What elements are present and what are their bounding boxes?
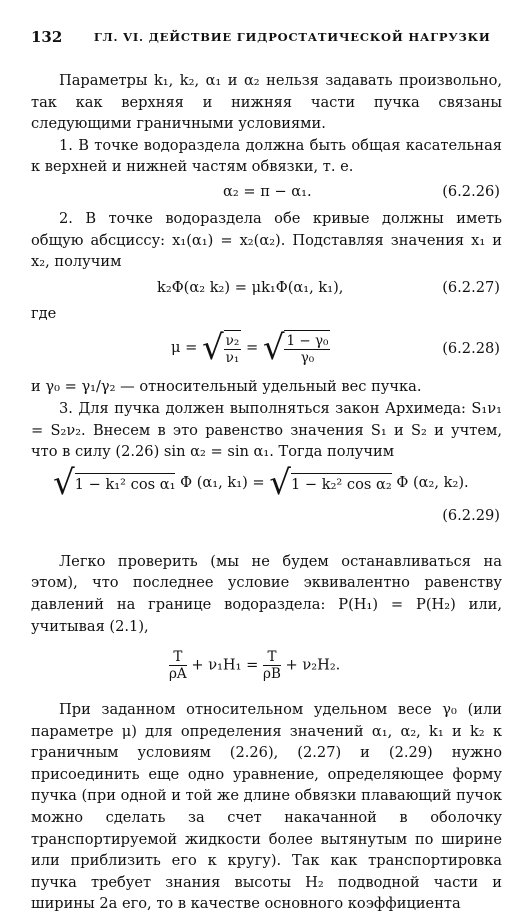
equation-body: μ = √ $\frac{\text{ν₂}}{\text{ν₁}}$ = √ $\frac{\text{1 − γ₀}}{\text{γ₀}}$ — [171, 328, 329, 369]
equation-6-2-27 — [31, 273, 502, 303]
equation-body: k₂Φ(α₂ k₂) = μk₁Φ(α₁, k₁), — [157, 278, 344, 296]
equation-number: (6.2.28) — [442, 340, 500, 358]
page-number: 132 — [31, 28, 63, 46]
paragraph: При заданном относительном удельном весе γ₀ (или параметре μ) для определения значений α₁, α₂, k₁ и k₂ к граничным условиям (2.26), (2.27) и (2.29) нужно присоединить еще одно уравнение, определяющее форму пучка (при одной и той же длине обвязки плавающий пучок можно сделать за счет накачанной в оболочку транспортируемой жидкости более вытянутым по ширине или приблизить его к кругу). Так как транспортировка пучка требует знания высоты H₂ подводной части и ширины 2a его, то в качестве основного коэффициента — [31, 701, 502, 913]
square-root: √ $\frac{\text{ν₂}}{\text{ν₁}}$ — [202, 328, 240, 369]
equation-pressure — [31, 637, 502, 699]
equation-body: α₂ = π − α₁. — [223, 182, 312, 200]
paragraph: Легко проверить (мы не будем останавливаться на этом), что последнее условие эквивалентно равенству давлений на границе водораздела: P(H₁) = P(H₂) или, учитывая (2.1), — [31, 552, 502, 635]
equation-number: (6.2.27) — [442, 278, 500, 296]
equation-body: $\frac{T}{\rho A}$ + ν₁H₁ = $\frac{T}{\rho B}$ + ν₂H₂. — [169, 649, 341, 683]
paragraph: и γ₀ = γ₁/γ₂ — относительный удельный вес пучка. — [31, 378, 422, 396]
page-body — [31, 70, 502, 915]
equation-6-2-29 — [31, 463, 502, 503]
paragraph: 3. Для пучка должен выполняться закон Архимеда: S₁ν₁ = S₂ν₂. Внесем в это равенство значения S₁ и S₂ и учтем, что в силу (2.26) sin α₂ = sin α₁. Тогда получим — [31, 399, 502, 461]
paragraph: 2. В точке водораздела обе кривые должны иметь общую абсциссу: x₁(α₁) = x₂(α₂). Подставляя значения x₁ и x₂, получим — [31, 209, 502, 271]
equation-6-2-26 — [31, 178, 502, 208]
mu-symbol: μ = — [171, 339, 198, 357]
equation-number: (6.2.26) — [442, 182, 500, 200]
running-title: ГЛ. VI. ДЕЙСТВИЕ ГИДРОСТАТИЧЕСКОЙ НАГРУЗКИ — [93, 30, 491, 44]
paragraph: Параметры k₁, k₂, α₁ и α₂ нельзя задавать произвольно, так как верхняя и нижняя части пучка связаны следующими граничными условиями. — [31, 72, 502, 133]
equation-number-line — [31, 503, 502, 551]
equation-body: √1 − k₁² cos α₁ Φ (α₁, k₁) = √1 − k₂² cos α₂ Φ (α₂, k₂). — [53, 462, 469, 503]
paragraph: где — [31, 304, 57, 322]
page-header — [31, 28, 502, 46]
equation-6-2-28 — [31, 324, 502, 376]
square-root: √ $\frac{\text{1 − γ₀}}{\text{γ₀}}$ — [262, 328, 329, 369]
equation-number: (6.2.29) — [442, 506, 500, 524]
paragraph: 1. В точке водораздела должна быть общая касательная к верхней и нижней частям обвязки, т. е. — [31, 136, 502, 176]
